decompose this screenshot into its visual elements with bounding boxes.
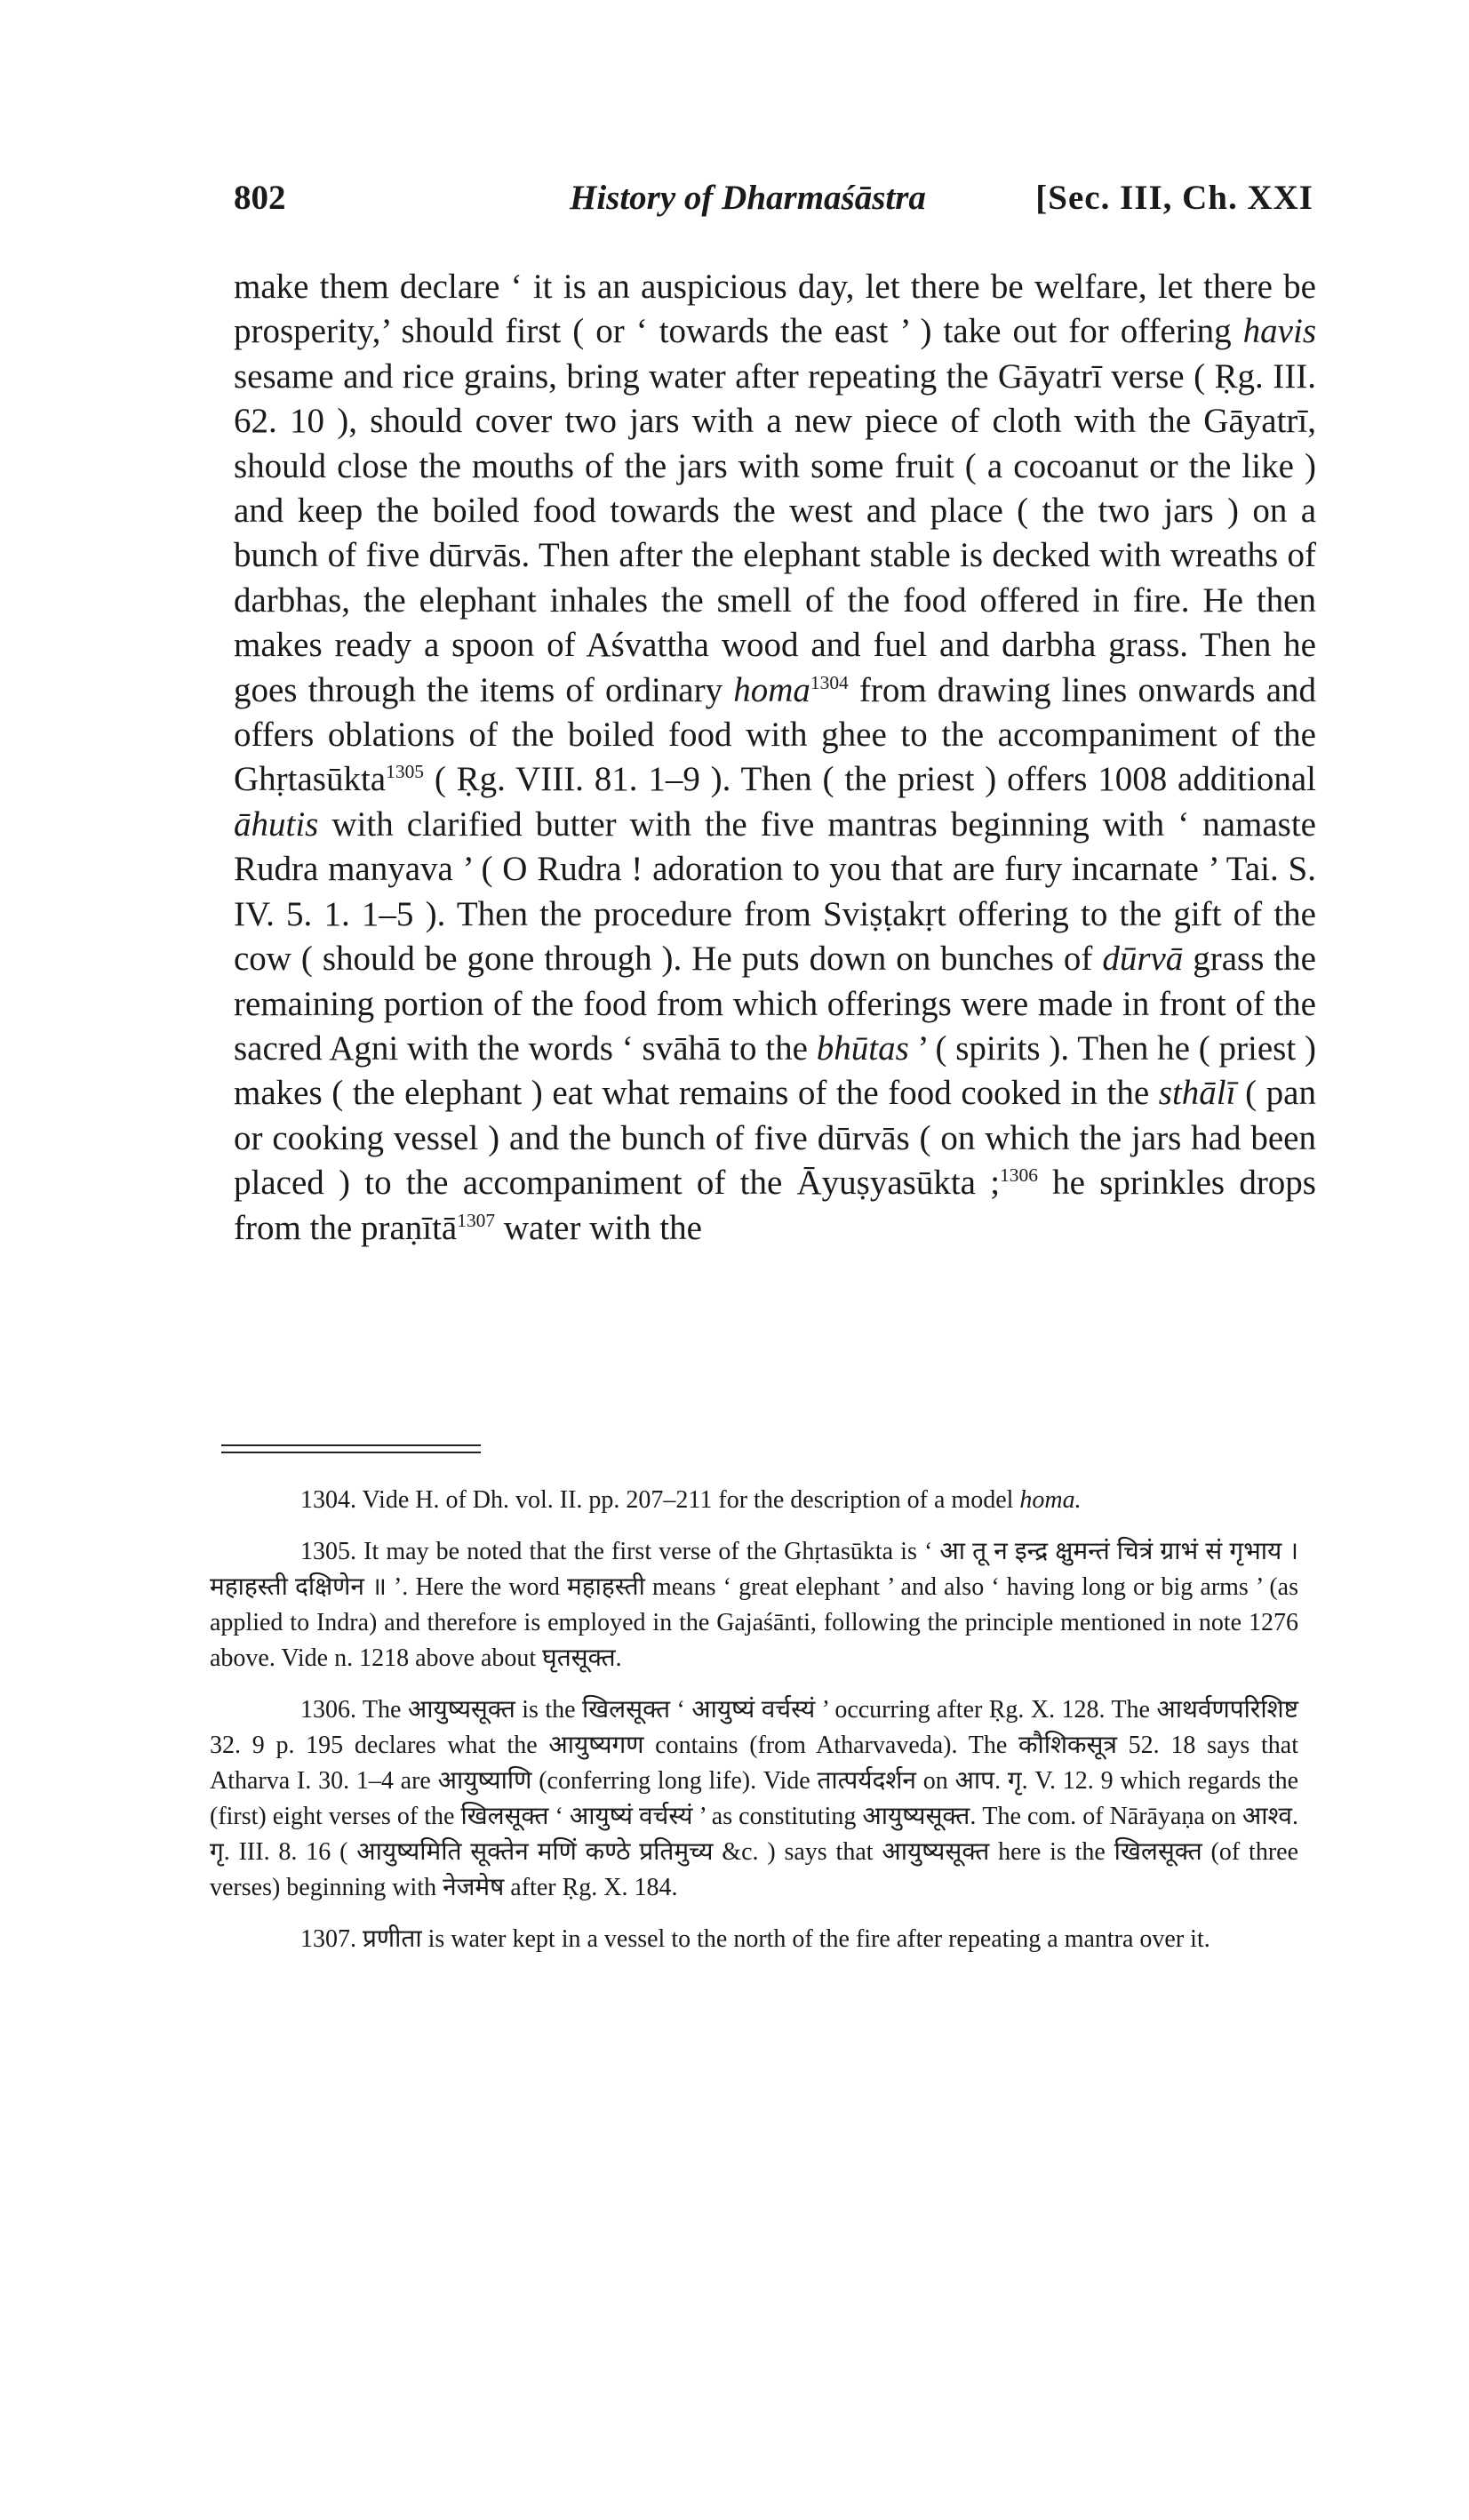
footnote-ref-1306[interactable]: 1306	[1000, 1164, 1038, 1187]
text-segment: grass the remaining portion of the food from which offerings were made in front of the sacred Agni with the words ‘ svāhā to the	[234, 940, 1316, 1068]
text-segment: from drawing lines onwards and offers oblations of the boiled food with ghee to the accompaniment of the Ghṛtasūkta	[234, 670, 1316, 799]
page-number: 802	[234, 179, 286, 217]
footnote-term: homa.	[1019, 1486, 1082, 1514]
footnote-separator-rule	[221, 1452, 481, 1453]
footnote-1306: 1306. The आयुष्यसूक्त is the खिलसूक्त ‘ आयुष्यं वर्चस्यं ’ occurring after Ṛg. X. 128. The आथर्वणपरिशिष्ट 32. 9 p. 195 declares what the आयुष्यगण contains (from Atharvaveda). The कौशिकसूत्र 52. 18 says that Atharva I. 30. 1–4 are आयुष्याणि (conferring long life). Vide तात्पर्यदर्शन on आप. गृ. V. 12. 9 which regards the (first) eight verses of the खिलसूक्त ‘ आयुष्यं वर्चस्यं ’ as constituting आयुष्यसूक्त. The com. of Nārāyaṇa on आश्व. गृ. III. 8. 16 ( आयुष्यमिति सूक्तेन मणिं कण्ठे प्रतिमुच्य &c. ) says that आयुष्यसूक्त here is the खिलसूक्त (of three verses) beginning with नेजमेष after Ṛg. X. 184.	[210, 1696, 1298, 1901]
page-header	[234, 178, 1313, 231]
text-segment: sesame and rice grains, bring water after repeating the Gāyatrī verse ( Ṛg. III. 62. 10 ), should cover two jars with a new piece of cloth with the Gāyatrī, should close the mouths of the jars with some fruit ( a cocoanut or the like ) and keep the boiled food towards the west and place ( the two jars ) on a bunch of five dūrvās. Then after the elephant stable is decked with wreaths of darbhas, the elephant inhales the smell of the food offered in fire. He then makes ready a spoon of Aśvattha wood and fuel and darbha grass. Then he goes through the items of ordinary	[234, 356, 1316, 709]
text-segment: with clarified butter with the five mantras beginning with ‘ namaste Rudra manyava ’ ( O Rudra ! adoration to you that are fury incarnate ’ Tai. S. IV. 5. 1. 1–5 ). Then the procedure from Sviṣṭakṛt offering to the gift of the cow ( should be gone through ). He puts down on bunches of	[234, 804, 1316, 979]
term-bhutas: bhūtas	[816, 1028, 909, 1068]
term-ahutis: āhutis	[234, 804, 319, 844]
text-segment: ( pan or cooking vessel ) and the bunch of five dūrvās ( on which the jars had been placed ) to the accompaniment of the Āyuṣyasūkta ;	[234, 1074, 1316, 1203]
term-havis: havis	[1242, 312, 1316, 351]
footnote-1305: 1305. It may be noted that the first verse of the Ghṛtasūkta is ‘ आ तू न इन्द्र क्षुमन्तं चित्रं ग्राभं सं गृभाय । महाहस्ती दक्षिणेन ॥ ’. Here the word महाहस्ती means ‘ great elephant ’ and also ‘ having long or big arms ’ (as applied to Indra) and therefore is employed in the Gajaśānti, following the principle mentioned in note 1276 above. Vide n. 1218 above about घृतसूक्त.	[210, 1538, 1298, 1672]
text-segment: ( Ṛg. VIII. 81. 1–9 ). Then ( the priest ) offers 1008 additional	[424, 760, 1316, 799]
footnote-1307: 1307. प्रणीता is water kept in a vessel to the north of the fire after repeating a mantra over it.	[300, 1925, 1210, 1953]
term-durva: dūrvā	[1102, 940, 1184, 979]
text-segment: he sprinkles drops from the praṇītā	[234, 1164, 1316, 1247]
term-homa: homa	[733, 670, 810, 709]
section-label: [Sec. III, Ch. XXI	[1035, 179, 1313, 217]
text-segment: water with the	[495, 1208, 702, 1247]
main-paragraph	[234, 265, 1316, 1251]
footnote-1304	[210, 1483, 1298, 1518]
footnote-ref-1305[interactable]: 1305	[386, 761, 424, 783]
term-sthali: sthālī	[1158, 1074, 1236, 1113]
text-segment: ’ ( spirits ). Then he ( priest ) makes ( the elephant ) eat what remains of the food cooked in the	[234, 1028, 1316, 1113]
footnotes	[210, 1483, 1298, 1973]
running-title: History of Dharmaśāstra	[570, 179, 926, 217]
text-segment: make them declare ‘ it is an auspicious day, let there be welfare, let there be prosperity,’ should first ( or ‘ towards the east ’ ) take out for offering	[234, 268, 1316, 351]
footnote-text: 1304. Vide H. of Dh. vol. II. pp. 207–211 for the description of a model	[300, 1486, 1020, 1514]
footnote-ref-1307[interactable]: 1307	[457, 1209, 496, 1231]
footnote-separator-rule	[221, 1444, 481, 1446]
footnote-ref-1304[interactable]: 1304	[810, 671, 849, 693]
